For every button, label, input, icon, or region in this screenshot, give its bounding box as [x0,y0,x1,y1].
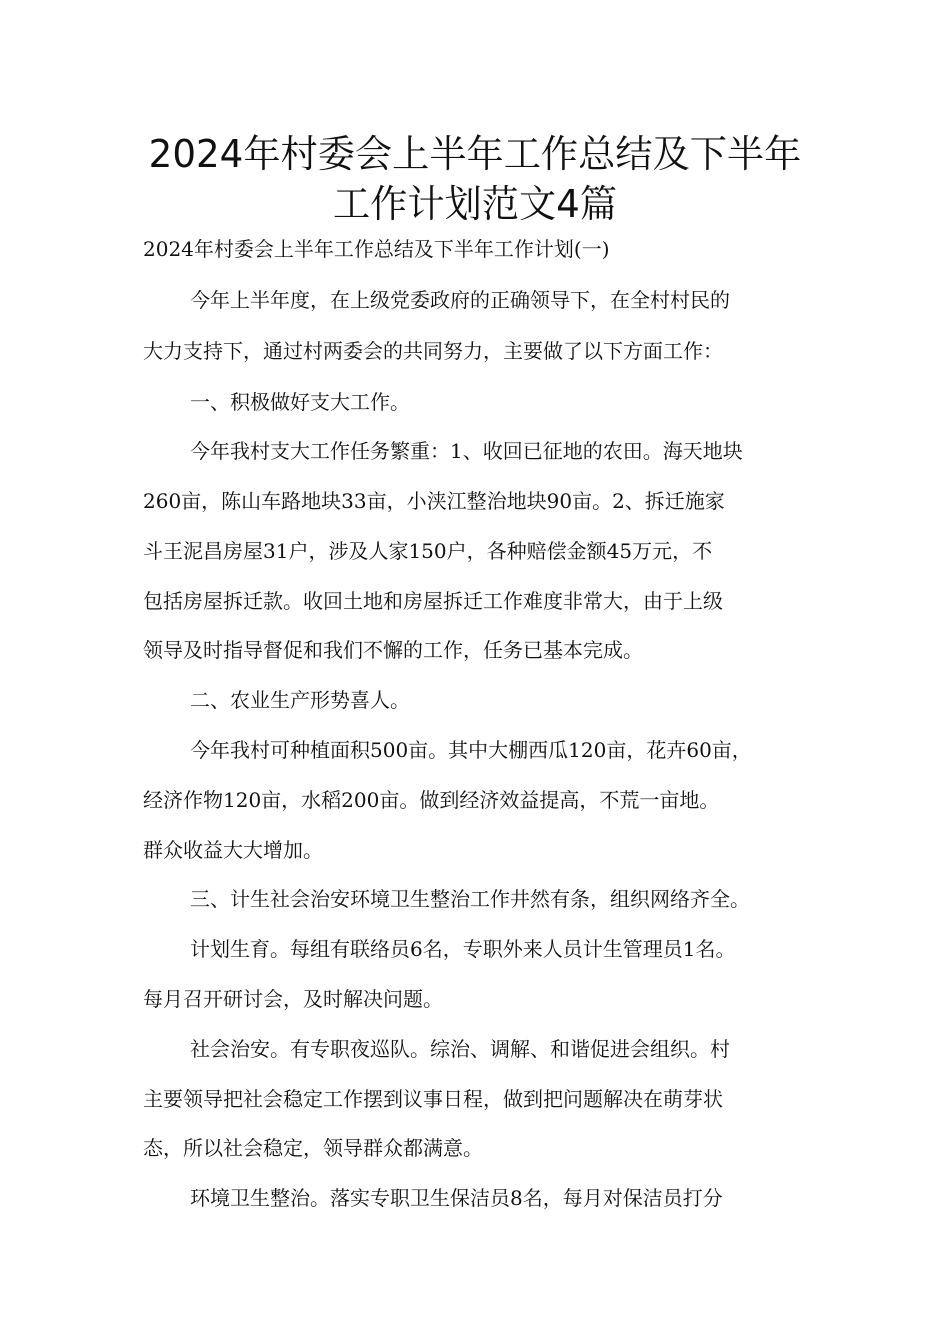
paragraph-line: 包括房屋拆迁款。收回土地和房屋拆迁工作难度非常大，由于上级 [143,589,723,613]
document-title-line-2: 工作计划范文4篇 [332,182,618,226]
paragraph-line: 大力支持下，通过村两委会的共同努力，主要做了以下方面工作： [143,339,723,363]
subheading-line: 一、积极做好支大工作。 [190,390,410,414]
paragraph-line: 今年我村可种植面积500亩。其中大棚西瓜120亩，花卉60亩， [190,738,752,762]
paragraph-line: 计划生育。每组有联络员6名，专职外来人员计生管理员1名。 [190,937,736,961]
paragraph-line: 态，所以社会稳定，领导群众都满意。 [143,1136,483,1160]
subheading-line: 三、计生社会治安环境卫生整治工作井然有条，组织网络齐全。 [190,887,750,911]
paragraph-line: 领导及时指导督促和我们不懈的工作，任务已基本完成。 [143,638,643,662]
paragraph-line: 今年上半年度，在上级党委政府的正确领导下，在全村村民的 [190,288,730,312]
document-title-line-1: 2024年村委会上半年工作总结及下半年 [148,132,802,176]
subheading-line: 二、农业生产形势喜人。 [190,688,410,712]
paragraph-line: 斗王泥昌房屋31户，涉及人家150户，各种赔偿金额45万元，不 [143,539,713,563]
paragraph-line: 经济作物120亩，水稻200亩。做到经济效益提高，不荒一亩地。 [143,788,720,812]
paragraph-line: 每月召开研讨会，及时解决问题。 [143,987,443,1011]
paragraph-line: 260亩，陈山车路地块33亩，小浃江整治地块90亩。2、拆迁施家 [143,489,725,513]
paragraph-line: 社会治安。有专职夜巡队。综治、调解、和谐促进会组织。村 [190,1037,730,1061]
paragraph-line: 环境卫生整治。落实专职卫生保洁员8名，每月对保洁员打分 [190,1186,723,1210]
section-heading-1: 2024年村委会上半年工作总结及下半年工作计划(一) [143,237,610,261]
paragraph-line: 主要领导把社会稳定工作摆到议事日程，做到把问题解决在萌芽状 [143,1087,723,1111]
paragraph-line: 群众收益大大增加。 [143,838,323,862]
paragraph-line: 今年我村支大工作任务繁重：1、收回已征地的农田。海天地块 [190,439,743,463]
